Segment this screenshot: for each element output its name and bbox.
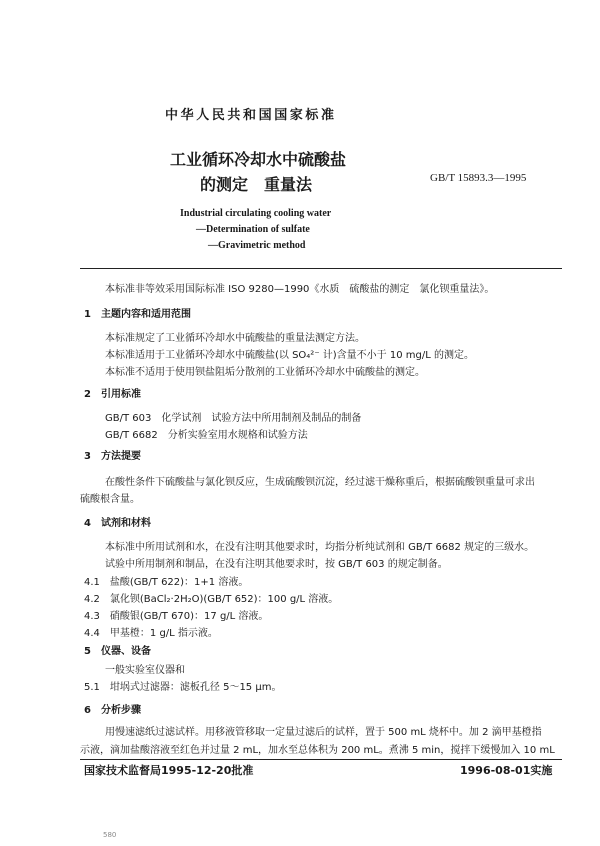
section-3-heading: 3 方法提要 — [84, 451, 141, 462]
reference-item: GB/T 603 化学试剂 试验方法中所用制剂及制品的制备 — [105, 413, 362, 424]
section-6-line: 示液，滴加盐酸溶液至红色并过量 2 mL，加水至总体积为 200 mL。煮沸 5 min，搅拌下缓慢加入 10 mL — [80, 745, 555, 756]
standard-number: GB/T 15893.3—1995 — [430, 172, 527, 184]
title-line-2: 的测定 重量法 — [200, 175, 313, 194]
section-4-line: 试验中所用制剂和制品，在没有注明其他要求时，按 GB/T 603 的规定制备。 — [105, 559, 448, 570]
section-1-heading: 1 主题内容和适用范围 — [84, 309, 191, 320]
page-number: 580 — [103, 831, 117, 839]
english-title-1: Industrial circulating cooling water — [180, 208, 332, 219]
section-4-heading: 4 试剂和材料 — [84, 518, 151, 529]
english-title-3: —Gravimetric method — [208, 240, 306, 251]
reagent-item: 4.3 硝酸银(GB/T 670)：17 g/L 溶液。 — [84, 611, 269, 622]
section-1-line: 本标准规定了工业循环冷却水中硫酸盐的重量法测定方法。 — [105, 333, 365, 344]
section-6-line: 用慢速滤纸过滤试样。用移液管移取一定量过滤后的试样，置于 500 mL 烧杯中。加 2 滴甲基橙指 — [105, 727, 542, 738]
section-5-heading: 5 仪器、设备 — [84, 646, 151, 657]
reagent-item: 4.2 氯化钡(BaCl₂·2H₂O)(GB/T 652)：100 g/L 溶液。 — [84, 594, 339, 605]
reagent-item: 4.1 盐酸(GB/T 622)：1+1 溶液。 — [84, 577, 249, 588]
section-4-line: 本标准中所用试剂和水，在没有注明其他要求时，均指分析纯试剂和 GB/T 6682 规定的三级水。 — [105, 542, 535, 553]
reagent-item: 4.4 甲基橙：1 g/L 指示液。 — [84, 628, 218, 639]
section-1-line: 本标准不适用于使用钡盐阻垢分散剂的工业循环冷却水中硫酸盐的测定。 — [105, 367, 425, 378]
reference-item: GB/T 6682 分析实验室用水规格和试验方法 — [105, 430, 308, 441]
section-6-heading: 6 分析步骤 — [84, 705, 141, 716]
english-title-2: —Determination of sulfate — [196, 224, 310, 235]
intro-text: 本标准非等效采用国际标准 ISO 9280—1990《水质 硫酸盐的测定 氯化钡重量法》。 — [105, 284, 495, 295]
footer-divider — [80, 759, 562, 760]
section-3-line: 硫酸根含量。 — [80, 494, 140, 505]
apparatus-item: 5.1 坩埚式过滤器：滤板孔径 5～15 μm。 — [84, 682, 282, 693]
title-line-1: 工业循环冷却水中硫酸盐 — [170, 150, 347, 169]
section-3-line: 在酸性条件下硫酸盐与氯化钡反应，生成硫酸钡沉淀，经过滤干燥称重后，根据硫酸钡重量可求出 — [105, 477, 535, 488]
section-1-line: 本标准适用于工业循环冷却水中硫酸盐(以 SO₄²⁻ 计)含量不小于 10 mg/L 的测定。 — [105, 350, 474, 361]
approval-date: 国家技术监督局1995-12-20批准 — [84, 764, 254, 777]
implementation-date: 1996-08-01实施 — [460, 764, 553, 777]
top-divider — [80, 268, 562, 269]
section-5-line: 一般实验室仪器和 — [105, 665, 185, 676]
org-standard-heading: 中华人民共和国国家标准 — [165, 108, 337, 123]
section-2-heading: 2 引用标准 — [84, 389, 141, 400]
